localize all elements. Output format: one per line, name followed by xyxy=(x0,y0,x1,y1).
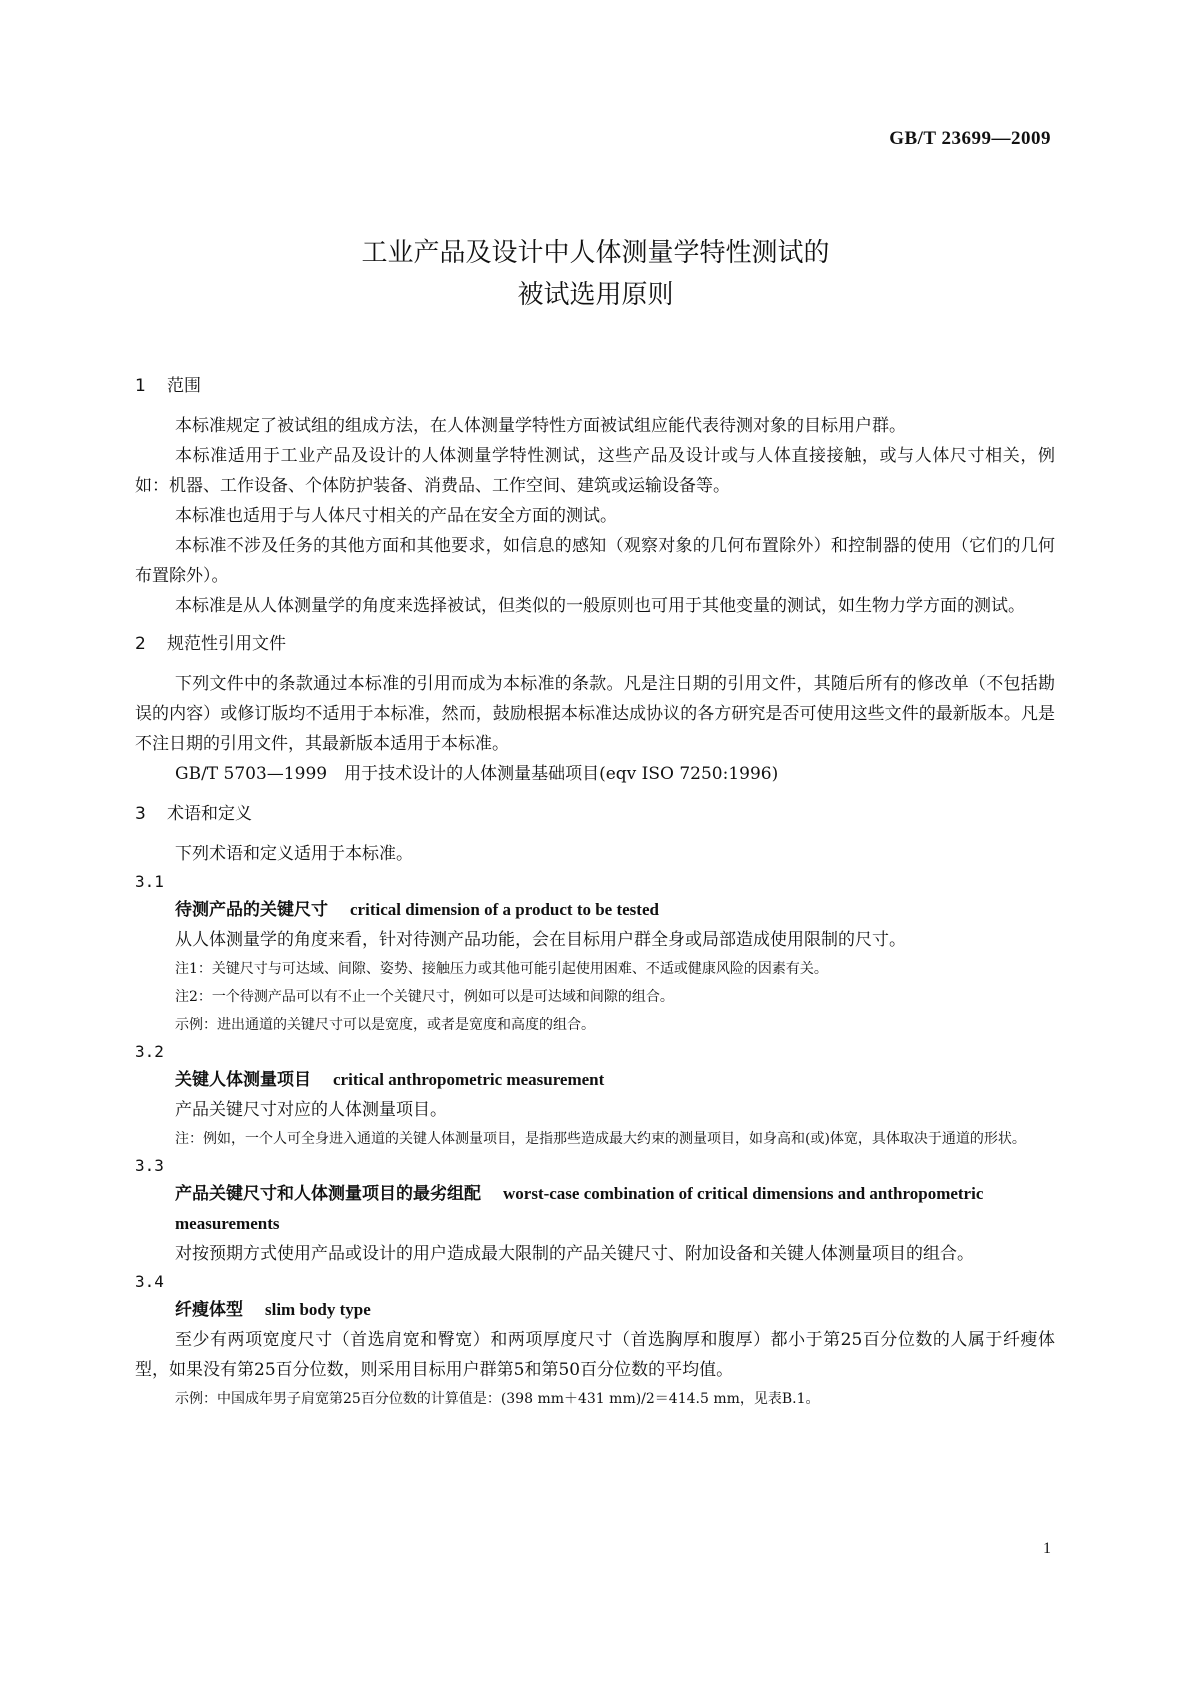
term-zh: 关键人体测量项目 xyxy=(175,1070,311,1090)
term-note: 注2：一个待测产品可以有不止一个关键尺寸，例如可以是可达域和间隙的组合。 xyxy=(175,989,674,1005)
paragraph: 本标准不涉及任务的其他方面和其他要求，如信息的感知（观察对象的几何布置除外）和控制器的使用（它们的几何布置除外）。 xyxy=(135,536,1055,586)
page-number: 1 xyxy=(1043,1540,1051,1557)
term-note: 注：例如，一个人可全身进入通道的关键人体测量项目，是指那些造成最大约束的测量项目，如身高和(或)体宽，具体取决于通道的形状。 xyxy=(175,1131,1026,1147)
paragraph: 下列文件中的条款通过本标准的引用而成为本标准的条款。凡是注日期的引用文件，其随后所有的修改单（不包括勘误的内容）或修订版均不适用于本标准，然而，鼓励根据本标准达成协议的各方研究是否可使用这些文件的最新版本。凡是不注日期的引用文件，其最新版本适用于本标准。 xyxy=(135,674,1055,754)
section-title: 范围 xyxy=(167,376,201,396)
section-2-heading xyxy=(135,633,1055,655)
term-title xyxy=(135,1179,1055,1239)
term-example: 示例：进出通道的关键尺寸可以是宽度，或者是宽度和高度的组合。 xyxy=(175,1017,595,1033)
term-number: 3.1 xyxy=(135,872,164,891)
term-en: critical dimension of a product to be tested xyxy=(350,900,659,919)
paragraph: 下列术语和定义适用于本标准。 xyxy=(175,844,413,864)
section-number: 3 xyxy=(135,804,146,824)
term-en: critical anthropometric measurement xyxy=(333,1070,605,1089)
standard-code: GB/T 23699—2009 xyxy=(889,128,1051,149)
title-line-1: 工业产品及设计中人体测量学特性测试的 xyxy=(361,238,830,268)
paragraph: 本标准是从人体测量学的角度来选择被试，但类似的一般原则也可用于其他变量的测试，如生物力学方面的测试。 xyxy=(175,596,1025,616)
term-title xyxy=(135,895,1055,925)
section-title: 术语和定义 xyxy=(167,804,252,824)
term-definition: 从人体测量学的角度来看，针对待测产品功能，会在目标用户群全身或局部造成使用限制的尺寸。 xyxy=(175,930,906,950)
term-definition: 产品关键尺寸对应的人体测量项目。 xyxy=(175,1100,447,1120)
document-title xyxy=(0,232,1191,316)
document-body xyxy=(135,375,1055,1413)
title-line-2: 被试选用原则 xyxy=(517,280,674,310)
section-number: 2 xyxy=(135,634,146,654)
term-title xyxy=(135,1065,1055,1095)
term-title xyxy=(135,1295,1055,1325)
term-number: 3.2 xyxy=(135,1042,164,1061)
term-zh: 产品关键尺寸和人体测量项目的最劣组配 xyxy=(175,1184,481,1204)
term-number: 3.4 xyxy=(135,1272,164,1291)
section-number: 1 xyxy=(135,376,146,396)
term-definition: 对按预期方式使用产品或设计的用户造成最大限制的产品关键尺寸、附加设备和关键人体测量项目的组合。 xyxy=(175,1244,974,1264)
term-en: worst-case combination of critical dimensions and anthropometric measurements xyxy=(175,1184,984,1233)
section-title: 规范性引用文件 xyxy=(167,634,286,654)
term-en: slim body type xyxy=(265,1300,371,1319)
term-example: 示例：中国成年男子肩宽第25百分位数的计算值是：(398 mm＋431 mm)/2＝414.5 mm，见表B.1。 xyxy=(175,1391,820,1407)
section-1-heading xyxy=(135,375,1055,397)
term-zh: 纤瘦体型 xyxy=(175,1300,243,1320)
paragraph: 本标准规定了被试组的组成方法，在人体测量学特性方面被试组应能代表待测对象的目标用户群。 xyxy=(175,416,906,436)
section-3-heading xyxy=(135,803,1055,825)
term-number: 3.3 xyxy=(135,1156,164,1175)
normative-reference: GB/T 5703—1999 用于技术设计的人体测量基础项目(eqv ISO 7250:1996) xyxy=(175,764,779,784)
term-note: 注1：关键尺寸与可达域、间隙、姿势、接触压力或其他可能引起使用困难、不适或健康风险的因素有关。 xyxy=(175,961,828,977)
term-zh: 待测产品的关键尺寸 xyxy=(175,900,328,920)
term-definition: 至少有两项宽度尺寸（首选肩宽和臀宽）和两项厚度尺寸（首选胸厚和腹厚）都小于第25百分位数的人属于纤瘦体型，如果没有第25百分位数，则采用目标用户群第5和第50百分位数的平均值。 xyxy=(135,1330,1055,1380)
paragraph: 本标准也适用于与人体尺寸相关的产品在安全方面的测试。 xyxy=(175,506,617,526)
paragraph: 本标准适用于工业产品及设计的人体测量学特性测试，这些产品及设计或与人体直接接触，或与人体尺寸相关，例如：机器、工作设备、个体防护装备、消费品、工作空间、建筑或运输设备等。 xyxy=(135,446,1055,496)
